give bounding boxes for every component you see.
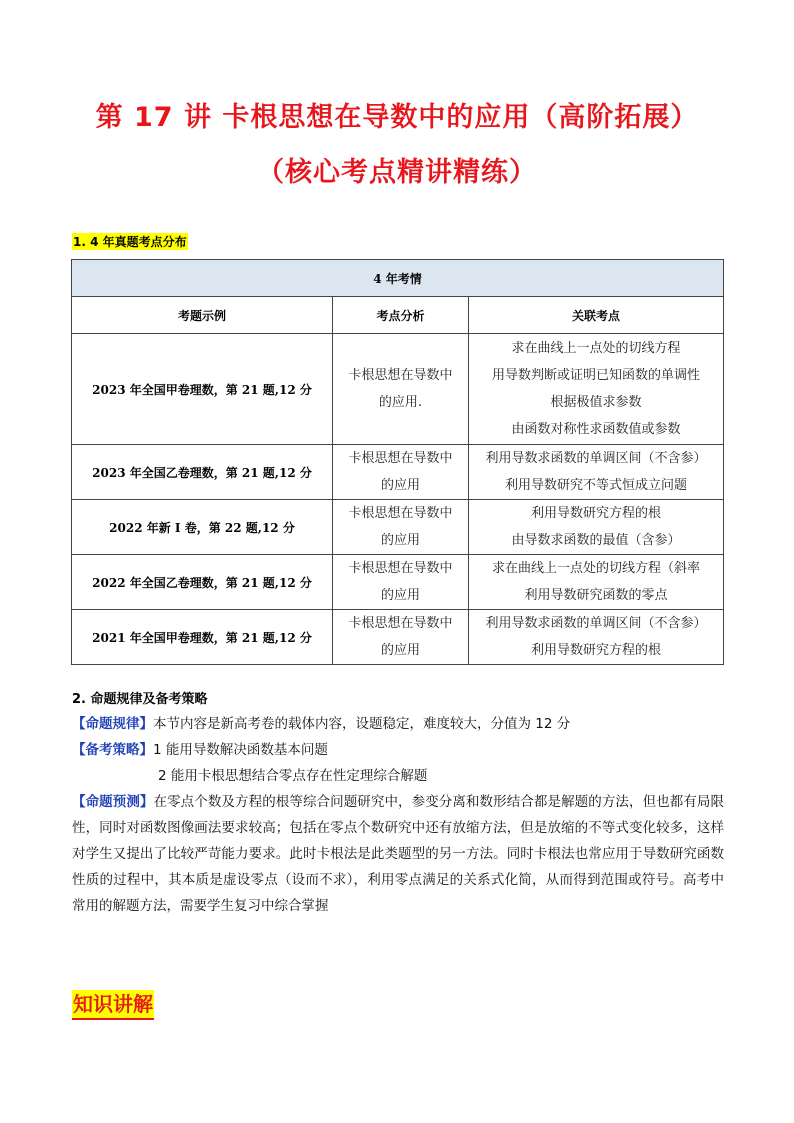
strategy-label: 【备考策略】	[72, 742, 153, 758]
rule-label: 【命题规律】	[72, 716, 153, 732]
row-example: 2023 年全国乙卷理数，第 21 题,12 分	[72, 445, 333, 500]
row-example: 2022 年全国乙卷理数，第 21 题,12 分	[72, 555, 333, 610]
table-row	[72, 445, 724, 500]
row-related: 求在曲线上一点处的切线方程（斜率 利用导数研究函数的零点	[469, 555, 724, 610]
strategy-item-2: 2 能用卡根思想结合零点存在性定理综合解题	[158, 768, 428, 784]
header-related: 关联考点	[469, 297, 724, 334]
table-row	[72, 555, 724, 610]
forecast-text: 在零点个数及方程的根等综合问题研究中，参变分离和数形结合都是解题的方法，但也都有局限性，同时对函数图像画法要求较高；包括在零点个数研究中还有放缩方法，但是放缩的不等式变化较多，这样对学生又提出了比较严苛能力要求。此时卡根法是此类题型的另一方法。同时卡根法也常应用于导数研究函数性质的过程中，其本质是虚设零点（设而不求），利用零点满足的关系式化简，从而得到范围或符号。高考中常用的解题方法，需要学生复习中综合掌握	[72, 794, 725, 914]
table-row	[72, 610, 724, 665]
row-related: 利用导数研究方程的根 由导数求函数的最值（含参）	[469, 500, 724, 555]
strategy-item-1: 1 能用导数解决函数基本问题	[153, 742, 328, 758]
page-title: 第 17 讲 卡根思想在导数中的应用（高阶拓展）	[95, 102, 699, 133]
row-related: 利用导数求函数的单调区间（不含参） 利用导数研究方程的根	[469, 610, 724, 665]
rule-paragraph	[72, 711, 724, 737]
row-analysis: 卡根思想在导数中 的应用	[333, 555, 469, 610]
row-related: 利用导数求函数的单调区间（不含参） 利用导数研究不等式恒成立问题	[469, 445, 724, 500]
row-example: 2021 年全国甲卷理数，第 21 题,12 分	[72, 610, 333, 665]
page-subtitle: （核心考点精讲精练）	[257, 157, 537, 188]
row-example: 2022 年新 I 卷，第 22 题,12 分	[72, 500, 333, 555]
header-example: 考题示例	[72, 297, 333, 334]
rule-text: 本节内容是新高考卷的载体内容，设题稳定，难度较大，分值为 12 分	[153, 716, 571, 732]
table-caption: 4 年考情	[72, 260, 724, 297]
table-row	[72, 334, 724, 445]
header-analysis: 考点分析	[333, 297, 469, 334]
forecast-label: 【命题预测】	[72, 794, 154, 810]
row-analysis: 卡根思想在导数中 的应用	[333, 445, 469, 500]
row-example: 2023 年全国甲卷理数，第 21 题,12 分	[72, 334, 333, 445]
knowledge-heading: 知识讲解	[72, 990, 154, 1020]
table-row	[72, 500, 724, 555]
exam-table	[71, 259, 724, 665]
forecast-paragraph	[72, 789, 724, 919]
row-related: 求在曲线上一点处的切线方程 用导数判断或证明已知函数的单调性 根据极值求参数 由函数对称性求函数值或参数	[469, 334, 724, 445]
section1-heading: 1. 4 年真题考点分布	[73, 235, 187, 249]
section2-heading: 2. 命题规律及备考策略	[72, 692, 208, 707]
row-analysis: 卡根思想在导数中 的应用	[333, 500, 469, 555]
row-analysis: 卡根思想在导数中 的应用	[333, 610, 469, 665]
strategy-paragraph	[72, 737, 724, 763]
row-analysis: 卡根思想在导数中 的应用.	[333, 334, 469, 445]
